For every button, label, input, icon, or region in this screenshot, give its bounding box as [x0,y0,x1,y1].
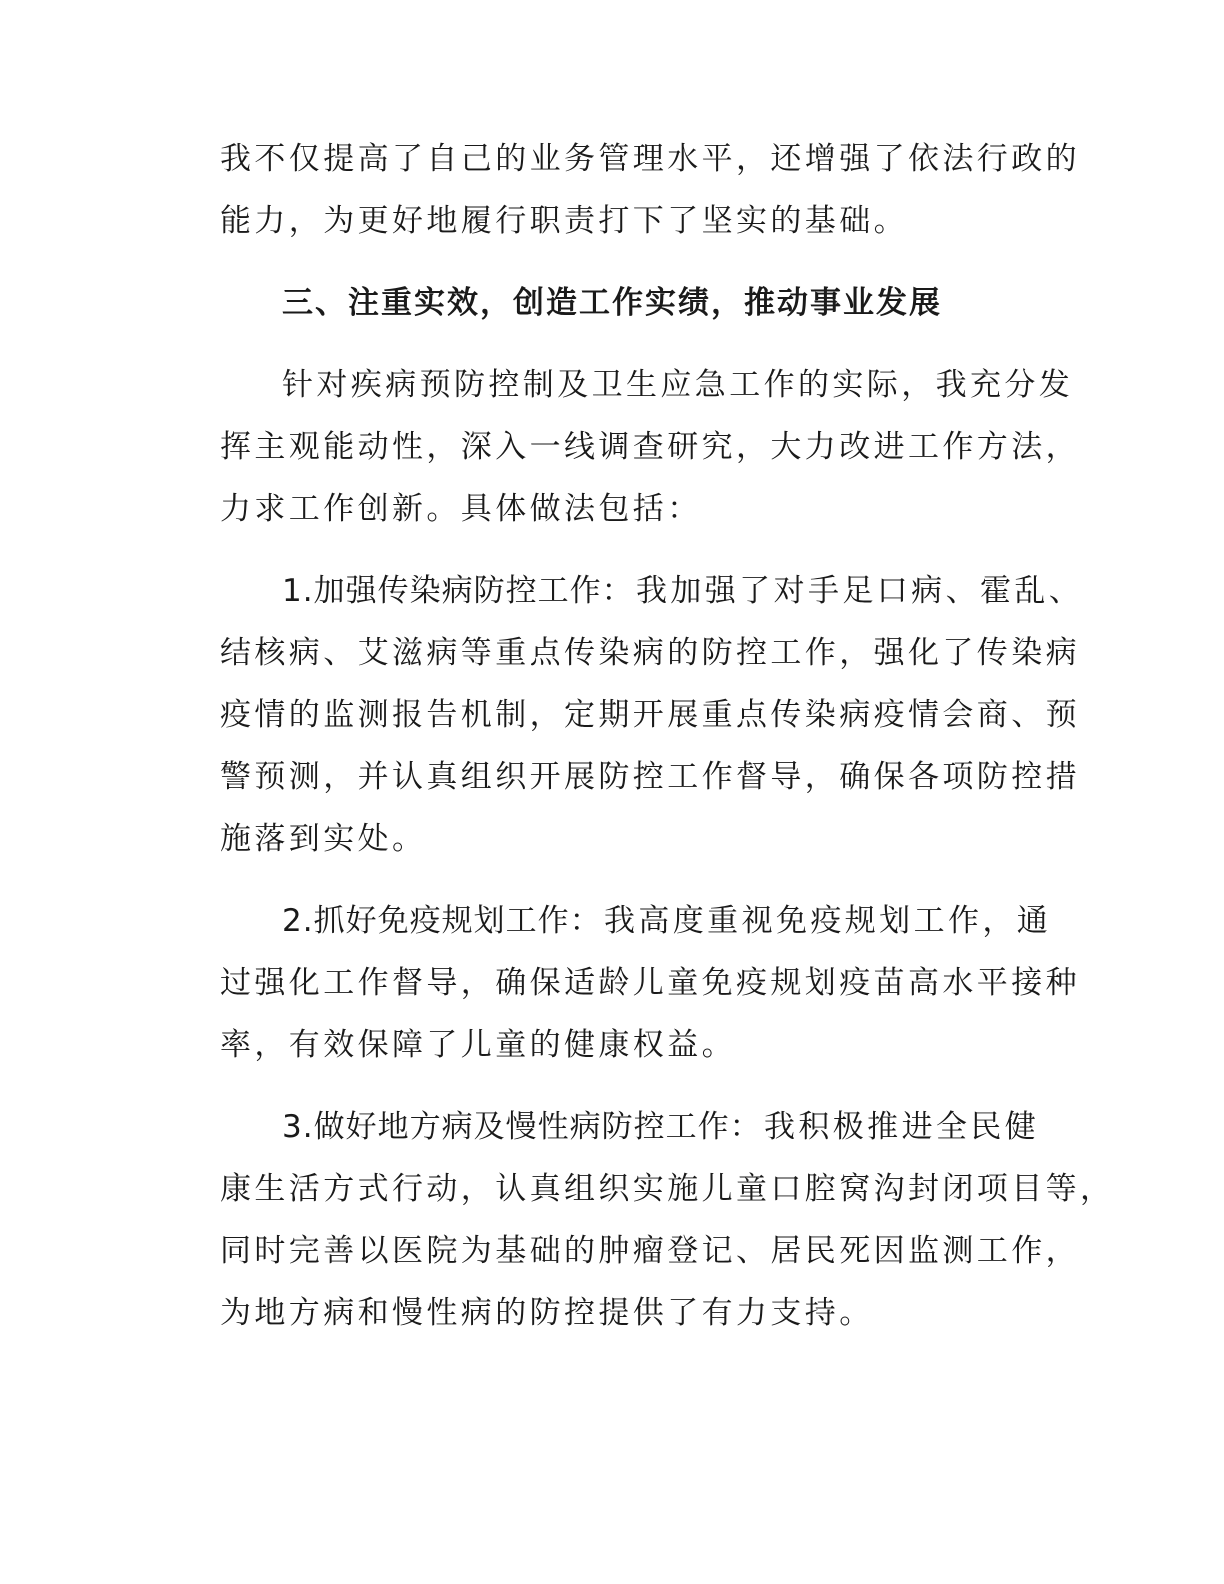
paragraph-line: 康生活方式行动，认真组织实施儿童口腔窝沟封闭项目等， [220,1171,1115,1207]
paragraph-line: 同时完善以医院为基础的肿瘤登记、居民死因监测工作， [220,1233,1080,1269]
paragraph-line: 能力，为更好地履行职责打下了坚实的基础。 [220,203,908,239]
list-item-text: ：我高度重视免疫规划工作，通 [569,903,1052,939]
list-item [220,560,1084,870]
section-intro-paragraph [220,354,1080,540]
paragraph-line: 施落到实处。 [220,821,427,857]
paragraph-line: 我不仅提高了自己的业务管理水平，还增强了依法行政的 [220,141,1080,177]
list-item-lead: 3.做好地方病及慢性病防控工作 [282,1109,730,1145]
paragraph-line: 为地方病和慢性病的防控提供了有力支持。 [220,1295,874,1331]
list-item-text: ：我积极推进全民健 [729,1109,1040,1145]
section-heading: 三、注重实效，创造工作实绩，推动事业发展 [282,285,942,321]
paragraph-line: 警预测，并认真组织开展防控工作督导，确保各项防控措 [220,759,1080,795]
paragraph-line: 率，有效保障了儿童的健康权益。 [220,1027,736,1063]
paragraph-line: 结核病、艾滋病等重点传染病的防控工作，强化了传染病 [220,635,1080,671]
list-item-first-line [220,560,1084,622]
paragraph-line: 疫情的监测报告机制，定期开展重点传染病疫情会商、预 [220,697,1080,733]
list-item-first-line [220,1096,1040,1158]
paragraph-line: 力求工作创新。具体做法包括： [220,491,702,527]
list-item [220,890,1080,1076]
intro-paragraph [220,128,1080,252]
list-item-first-line [220,890,1052,952]
list-item-lead: 2.抓好免疫规划工作 [282,903,570,939]
list-item [220,1096,1115,1344]
list-item-text: ：我加强了对手足口病、霍乱、 [601,573,1084,609]
document-page [220,128,1115,1344]
paragraph-line: 针对疾病预防控制及卫生应急工作的实际，我充分发 [282,367,1074,403]
list-item-lead: 1.加强传染病防控工作 [282,573,602,609]
paragraph-line: 过强化工作督导，确保适龄儿童免疫规划疫苗高水平接种 [220,965,1080,1001]
paragraph-line: 挥主观能动性，深入一线调查研究，大力改进工作方法， [220,429,1080,465]
